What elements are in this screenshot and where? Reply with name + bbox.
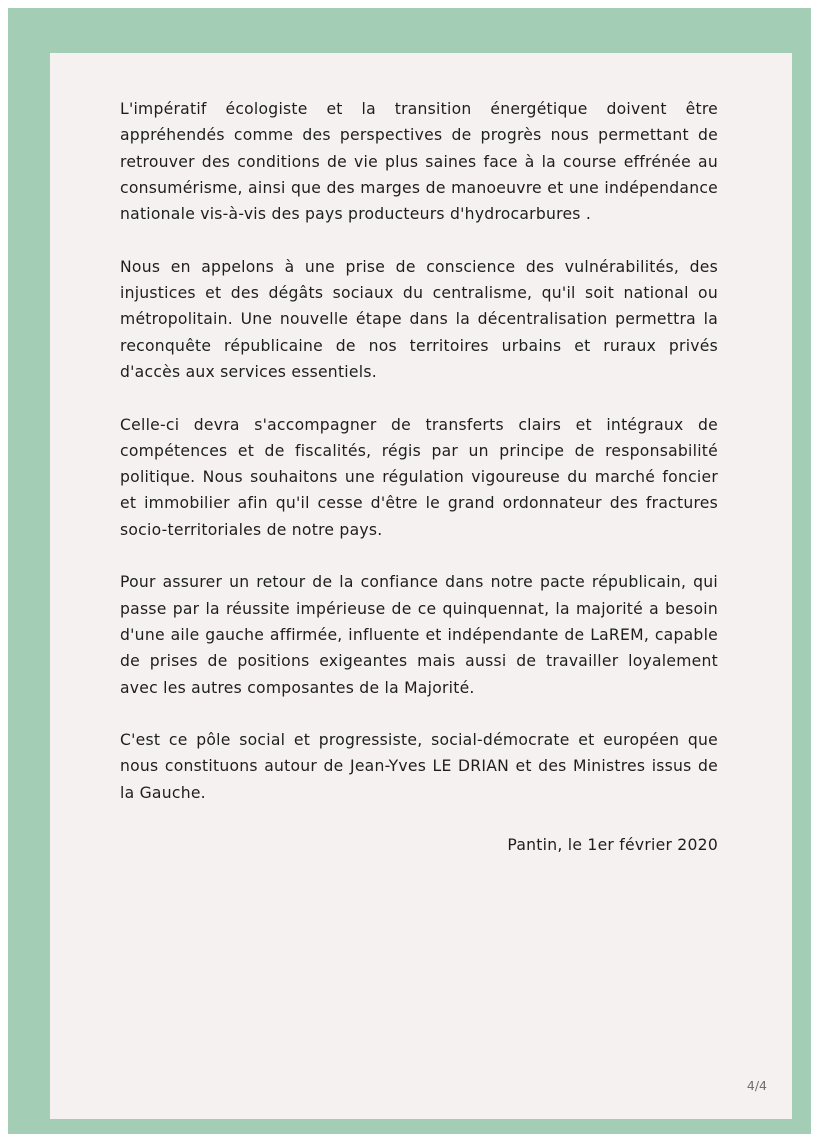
paragraph-majority: Pour assurer un retour de la confiance dans notre pacte républicain, qui passe par la réussite impérieuse de ce quinquennat, la majorité a besoin d'une aile gauche affirmée, influente et indépendante de LaREM, capable de prises de positions exigeantes mais aussi de travailler loyalement avec les autres composantes de la Majorité. bbox=[120, 573, 718, 697]
place-date-signature: Pantin, le 1er février 2020 bbox=[507, 836, 718, 855]
paragraph-ecology: L'impératif écologiste et la transition énergétique doivent être appréhendés comme des perspectives de progrès nous permettant de retrouver des conditions de vie plus saines face à la course effrénée au consumérisme, ainsi que des marges de manoeuvre et une indépendance nationale vis-à-vis des pays producteurs d'hydrocarbures . bbox=[120, 100, 718, 224]
document-page bbox=[50, 53, 792, 1119]
green-frame bbox=[8, 8, 811, 1134]
paragraph-transfers: Celle-ci devra s'accompagner de transferts clairs et intégraux de compétences et de fiscalités, régis par un principe de responsabilité politique. Nous souhaitons une régulation vigoureuse du marché foncier et immobilier afin qu'il cesse d'être le grand ordonnateur des fractures socio-territoriales de notre pays. bbox=[120, 415, 718, 539]
paragraph-social-pole: C'est ce pôle social et progressiste, social-démocrate et européen que nous constituons autour de Jean-Yves LE DRIAN et des Ministres issus de la Gauche. bbox=[120, 731, 718, 802]
paragraph-centralism: Nous en appelons à une prise de conscience des vulnérabilités, des injustices et des dégâts sociaux du centralisme, qu'il soit national ou métropolitain. Une nouvelle étape dans la décentralisation permettra la reconquête républicaine de nos territoires urbains et ruraux privés d'accès aux services essentiels. bbox=[120, 257, 718, 381]
document-body bbox=[120, 96, 718, 859]
page-number: 4/4 bbox=[746, 1078, 767, 1093]
